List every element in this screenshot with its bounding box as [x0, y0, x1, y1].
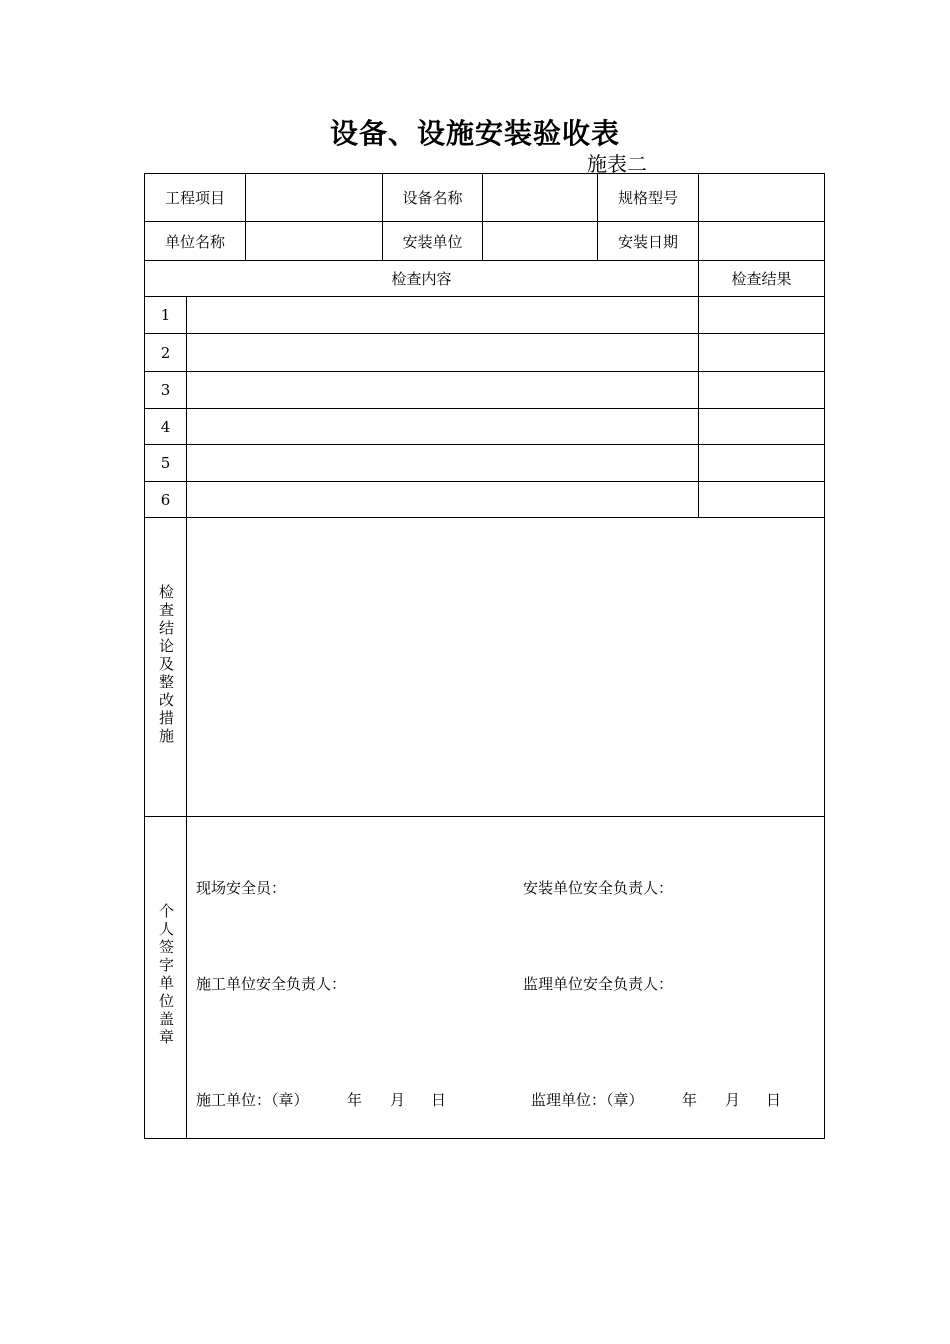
conclusion-row	[145, 518, 825, 817]
project-field[interactable]	[246, 174, 383, 222]
supervisor-year-label: 年	[682, 1091, 698, 1109]
form-title: 设备、设施安装验收表	[329, 117, 620, 150]
conclusion-field[interactable]	[187, 518, 825, 817]
check-result-heading: 检查结果	[699, 261, 825, 297]
item-number: 1	[145, 297, 187, 334]
table-row	[145, 372, 825, 409]
unit-name-field[interactable]	[246, 222, 383, 261]
item-result-field[interactable]	[699, 445, 825, 482]
table-row	[145, 334, 825, 372]
signature-label	[145, 817, 187, 1139]
item-number: 2	[145, 334, 187, 372]
supervisor-safety-lead-label: 监理单位安全负责人：	[523, 975, 674, 993]
equipment-name-label: 设备名称	[383, 174, 483, 222]
supervisor-day-label: 日	[766, 1091, 782, 1109]
installer-safety-lead-label: 安装单位安全负责人：	[523, 879, 674, 897]
form-number: 施表二	[587, 152, 647, 176]
model-spec-field[interactable]	[699, 174, 825, 222]
signature-row	[145, 817, 825, 1139]
supervisor-month-label: 月	[725, 1091, 741, 1109]
item-number: 4	[145, 409, 187, 445]
item-result-field[interactable]	[699, 372, 825, 409]
item-result-field[interactable]	[699, 409, 825, 445]
acceptance-form-table	[144, 173, 825, 1139]
item-result-field[interactable]	[699, 297, 825, 334]
contractor-year-label: 年	[347, 1091, 363, 1109]
signature-area	[187, 817, 825, 1139]
model-spec-label: 规格型号	[598, 174, 699, 222]
signature-label-text: 个人签字单位盖章	[157, 903, 175, 1047]
item-number: 3	[145, 372, 187, 409]
equipment-name-field[interactable]	[483, 174, 598, 222]
item-content-field[interactable]	[187, 445, 699, 482]
header-row-2	[145, 222, 825, 261]
install-unit-label: 安装单位	[383, 222, 483, 261]
conclusion-label-text: 检查结论及整改措施	[157, 583, 175, 746]
check-content-heading: 检查内容	[145, 261, 699, 297]
contractor-day-label: 日	[431, 1091, 447, 1109]
table-row	[145, 297, 825, 334]
check-header-row	[145, 261, 825, 297]
install-date-label: 安装日期	[598, 222, 699, 261]
table-row	[145, 482, 825, 518]
project-label: 工程项目	[145, 174, 246, 222]
item-content-field[interactable]	[187, 372, 699, 409]
install-unit-field[interactable]	[483, 222, 598, 261]
install-date-field[interactable]	[699, 222, 825, 261]
item-content-field[interactable]	[187, 409, 699, 445]
contractor-seal-label: 施工单位：（章）	[196, 1091, 309, 1109]
contractor-safety-lead-label: 施工单位安全负责人：	[196, 975, 347, 993]
item-result-field[interactable]	[699, 334, 825, 372]
item-content-field[interactable]	[187, 297, 699, 334]
unit-name-label: 单位名称	[145, 222, 246, 261]
item-result-field[interactable]	[699, 482, 825, 518]
table-row	[145, 409, 825, 445]
item-content-field[interactable]	[187, 334, 699, 372]
item-number: 5	[145, 445, 187, 482]
contractor-month-label: 月	[390, 1091, 406, 1109]
header-row-1	[145, 174, 825, 222]
item-content-field[interactable]	[187, 482, 699, 518]
table-row	[145, 445, 825, 482]
conclusion-label	[145, 518, 187, 817]
supervisor-seal-label: 监理单位：（章）	[531, 1091, 644, 1109]
item-number: 6	[145, 482, 187, 518]
site-safety-officer-label: 现场安全员：	[196, 879, 287, 897]
